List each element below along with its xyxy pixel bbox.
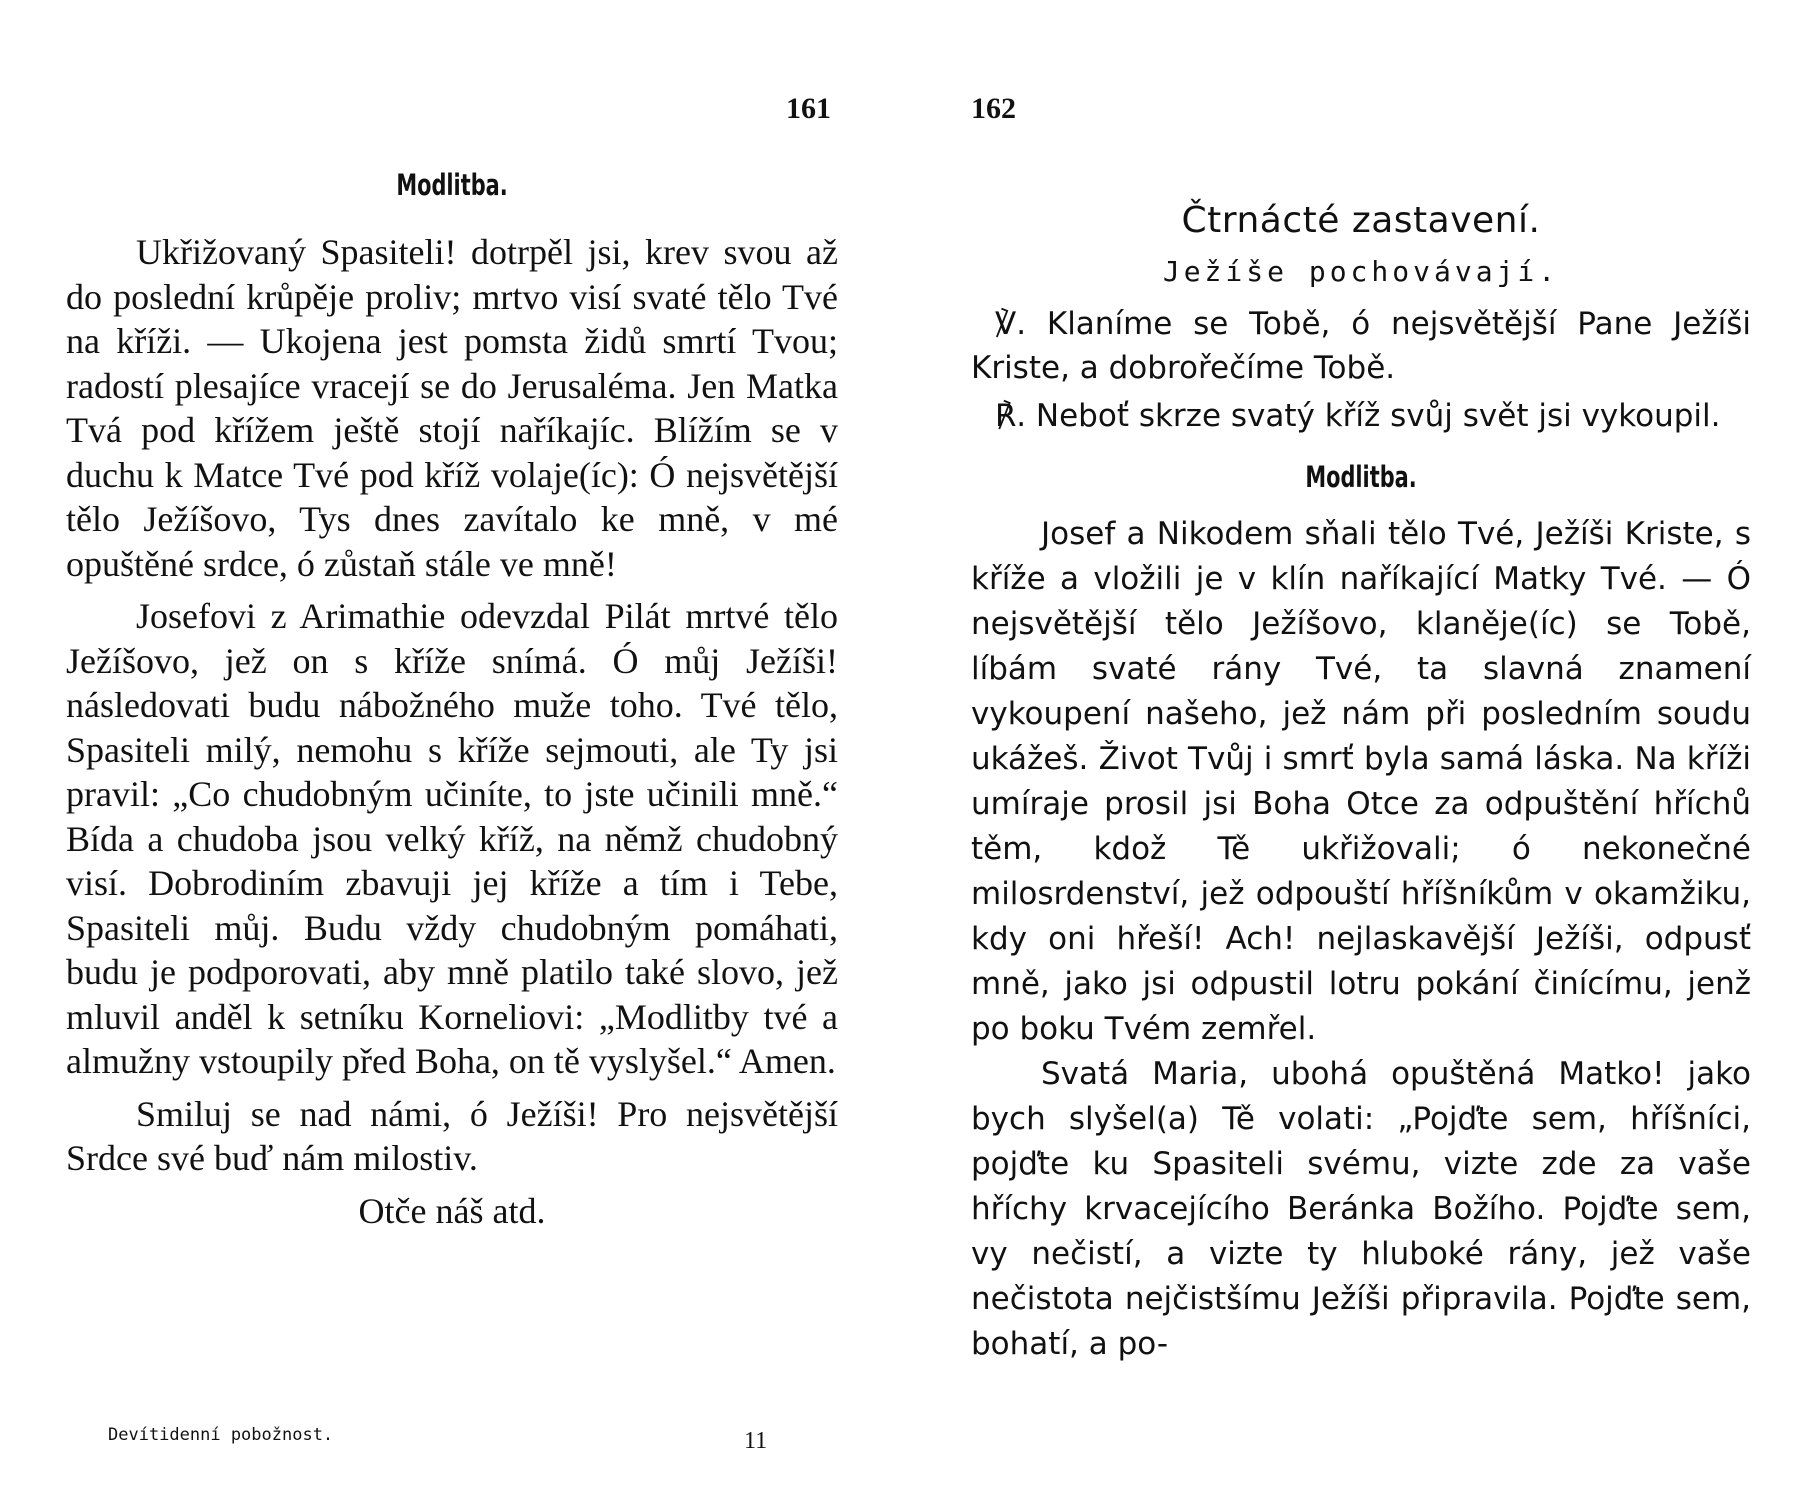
prayer-paragraph: Josef a Nikodem sňali tělo Tvé, Ježíši Kriste, s kříže a vložili je v klín naříkající Matky Tvé. — Ó nejsvětější tělo Ježíšovo, klaněje(íc) se Tobě, líbám svaté rány Tvé, ta slavná znamení vykoupení našeho, jež nám při posledním soudu ukážeš. Život Tvůj i smrť byla samá láska. Na kříži umíraje prosil jsi Boha Otce za odpuštění hříchů těm, kdož Tě ukřižovali; ó nekonečné milosrdenství, jež odpouští hříšníkům v okamžiku, kdy oni hřeší! Ach! nejlaskavější Ježíši, odpusť mně, jako jsi odpustil lotru pokání činícímu, jenž po boku Tvém zemřel. (971, 516, 1751, 1047)
prayer-heading: Modlitba. (1305, 460, 1417, 494)
station-title: Čtrnácté zastavení. (1181, 200, 1541, 241)
prayer-paragraph: Svatá Maria, ubohá opuštěná Matko! jako bych slyšel(a) Tě volati: „Pojďte sem, hříšníci, pojďte ku Spasiteli svému, vizte zde za vaše hříchy krvacejícího Beránka Božího. Pojďte sem, vy nečistí, a vizte ty hluboké rány, jež vaše nečistota nejčistšímu Ježíši připravila. Pojďte sem, bohatí, a po- (971, 1056, 1751, 1362)
prayer-paragraph: Ukřižovaný Spasiteli! dotrpěl jsi, krev svou až do poslední krůpěje proliv; mrtvo visí svaté tělo Tvé na kříži. — Ukojena jest pomsta židů smrtí Tvou; radostí plesajíce vracejí se do Jerusaléma. Jen Matka Tvá pod křížem ještě stojí naříkajíc. Blížím se v duchu k Matce Tvé pod kříž volaje(íc): Ó nejsvětější tělo Ježíšovo, Tys dnes zavítalo ke mně, v mé opuštěné srdce, ó zůstaň stále ve mně! (66, 232, 838, 584)
versicle: ℣. Klaníme se Tobě, ó nejsvětější Pane Ježíši Kriste, a dobrořečíme Tobě. (971, 306, 1751, 386)
page-number: 162 (971, 92, 1016, 125)
right-page (899, 0, 1798, 1500)
closing-line: Otče náš atd. (358, 1190, 546, 1231)
prayer-paragraph: Smiluj se nad námi, ó Ježíši! Pro nejsvětější Srdce své buď nám milostiv. (66, 1093, 838, 1178)
prayer-paragraph: Josefovi z Arimathie odevzdal Pilát mrtvé tělo Ježíšovo, jež on s kříže snímá. Ó můj Ježíši! následovati budu nábožného muže toho. Tvé tělo, Spasiteli milý, nemohu s kříže sejmouti, ale Ty jsi pravil: „Co chudobným učiníte, to jste učinili mně.“ Bída a chudoba jsou velký kříž, na němž chudobný visí. Dobrodiním zbavuji jej kříže a tím i Tebe, Spasiteli můj. Budu vždy chudobným pomáhati, budu je podporovati, aby mně platilo také slovo, jež mluvil anděl k setníku Korneliovi: „Modlitby tvé a almužny vstoupily před Boha, on tě vyslyšel.“ Amen. (66, 596, 838, 1081)
signature-mark: 11 (744, 1428, 768, 1454)
right-page-content (971, 168, 1751, 1367)
footer-book-title: Devítidenní pobožnost. (108, 1425, 334, 1445)
response: ℟. Neboť skrze svatý kříž svůj svět jsi vykoupil. (995, 398, 1721, 434)
station-subtitle: Ježíše pochovávají. (1162, 255, 1560, 288)
page-number: 161 (786, 92, 831, 125)
prayer-heading: Modlitba. (396, 168, 508, 202)
left-page-content (66, 168, 838, 1233)
